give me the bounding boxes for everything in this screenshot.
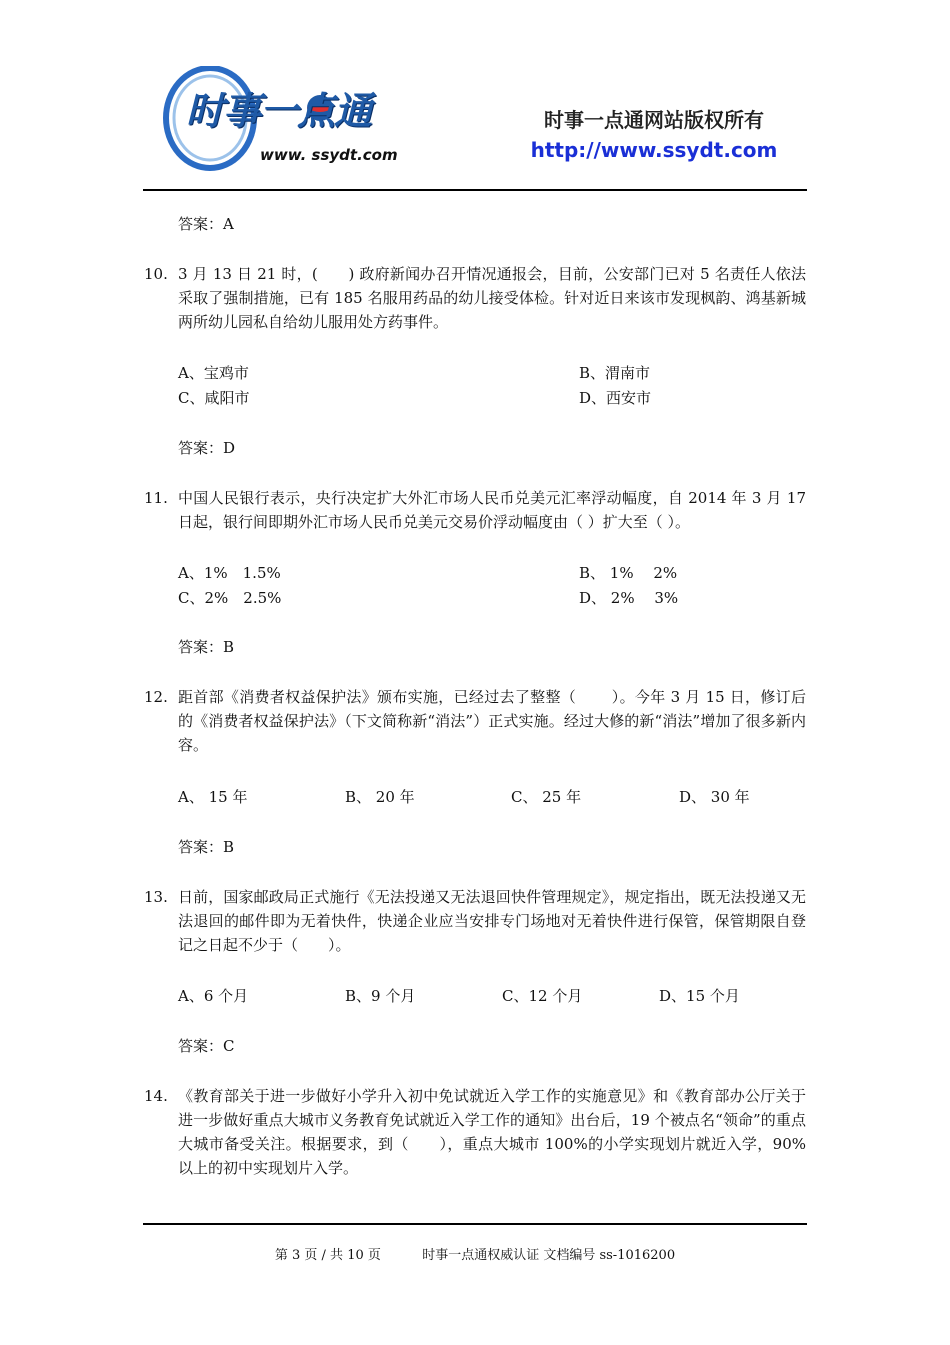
option: D、 30 年 bbox=[679, 788, 750, 806]
answer-line: 答案：C bbox=[178, 1037, 235, 1055]
page-header bbox=[0, 0, 950, 195]
question-text: 距首部《消费者权益保护法》颁布实施，已经过去了整整（ ）。今年 3 月 15 日，修订后的《消费者权益保护法》（下文简称新“消法”）正式实施。经过大修的新“消法”增加了很多新内容。 bbox=[178, 688, 806, 754]
option: C、12 个月 bbox=[502, 987, 583, 1005]
question-number: 11. bbox=[144, 489, 168, 507]
question-text: 3 月 13 日 21 时，( ) 政府新闻办召开情况通报会，目前，公安部门已对 5 名责任人依法采取了强制措施，已有 185 名服用药品的幼儿接受体检。针对近日来该市发现枫韵、鸿基新城两所幼儿园私自给幼儿服用处方药事件。 bbox=[178, 265, 806, 331]
option: B、 1% 2% bbox=[579, 564, 678, 582]
document-id: 时事一点通权威认证 文档编号 ss-1016200 bbox=[422, 1248, 676, 1263]
question-text: 《教育部关于进一步做好小学升入初中免试就近入学工作的实施意见》和《教育部办公厅关于进一步做好重点大城市义务教育免试就近入学工作的通知》出台后，19 个被点名“领命”的重点大城市备受关注。根据要求，到（ ），重点大城市 100%的小学实现划片就近入学，90%以上的初中实现划片入学。 bbox=[178, 1087, 806, 1177]
page-footer bbox=[0, 1244, 950, 1263]
option: D、15 个月 bbox=[659, 987, 740, 1005]
option: B、9 个月 bbox=[345, 987, 416, 1005]
answer-line: 答案：A bbox=[178, 215, 234, 233]
question-number: 14. bbox=[144, 1087, 168, 1105]
question-text: 日前，国家邮政局正式施行《无法投递又无法退回快件管理规定》，规定指出，既无法投递又无法退回的邮件即为无着快件，快递企业应当安排专门场地对无着快件进行保管，保管期限自登记之日起不少于（ ）。 bbox=[178, 888, 806, 954]
option: A、1% 1.5% bbox=[178, 564, 281, 582]
question-number: 13. bbox=[144, 888, 168, 906]
footer-divider bbox=[143, 1223, 807, 1225]
answer-line: 答案：B bbox=[178, 638, 235, 656]
option: D、 2% 3% bbox=[579, 589, 679, 607]
option: C、2% 2.5% bbox=[178, 589, 282, 607]
question-number: 12. bbox=[144, 688, 168, 706]
copyright-notice: 时事一点通网站版权所有 bbox=[544, 108, 764, 132]
answer-line: 答案：D bbox=[178, 439, 236, 457]
question-text: 中国人民银行表示，央行决定扩大外汇市场人民币兑美元汇率浮动幅度，自 2014 年 3 月 17 日起，银行间即期外汇市场人民币兑美元交易价浮动幅度由（ ）扩大至（ ）。 bbox=[178, 489, 806, 531]
logo-text: 时事一点通 bbox=[186, 89, 372, 133]
question-number: 10. bbox=[144, 265, 168, 283]
option: C、 25 年 bbox=[511, 788, 582, 806]
option: B、渭南市 bbox=[579, 364, 651, 382]
option: A、6 个月 bbox=[178, 987, 249, 1005]
logo-url: www. ssydt.com bbox=[260, 146, 398, 164]
page-number: 第 3 页 / 共 10 页 bbox=[274, 1248, 381, 1263]
option: C、咸阳市 bbox=[178, 389, 250, 407]
option: A、 15 年 bbox=[178, 788, 248, 806]
logo bbox=[162, 66, 424, 176]
option: D、西安市 bbox=[579, 389, 652, 407]
header-divider bbox=[143, 189, 807, 191]
site-url-link[interactable]: http://www.ssydt.com bbox=[530, 138, 778, 162]
answer-line: 答案：B bbox=[178, 838, 235, 856]
option: B、 20 年 bbox=[345, 788, 415, 806]
option: A、宝鸡市 bbox=[178, 364, 249, 382]
